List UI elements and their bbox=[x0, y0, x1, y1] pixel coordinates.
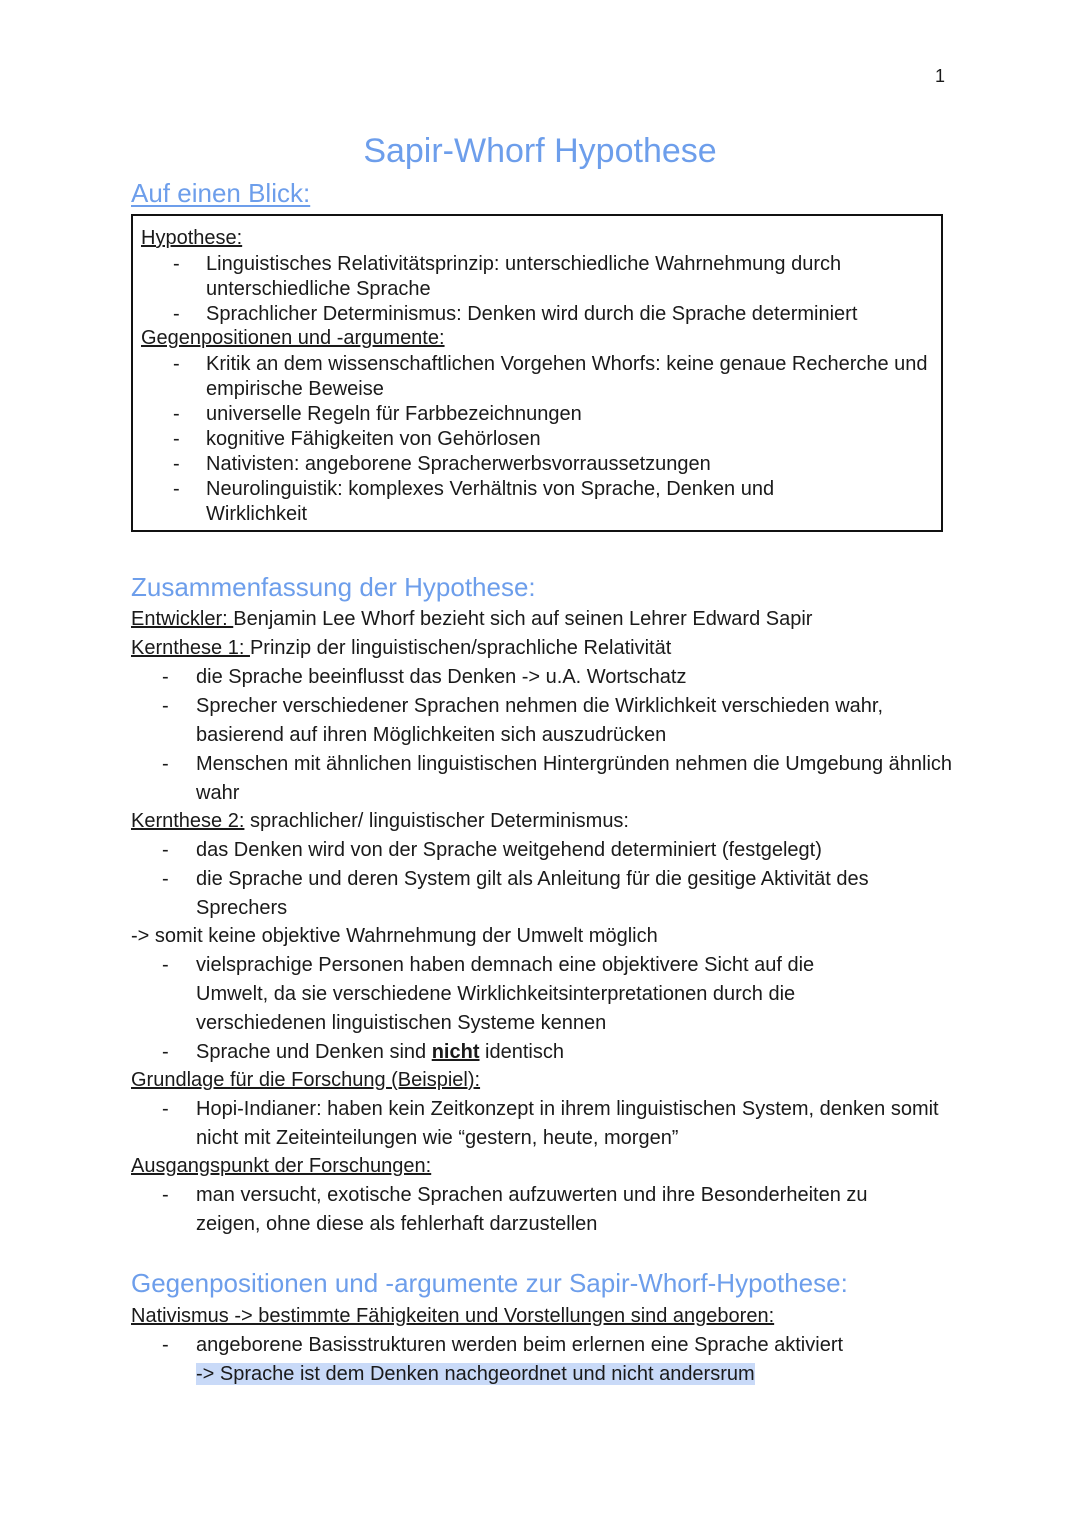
bullet-dash: - bbox=[162, 868, 169, 890]
bullet-dash: - bbox=[173, 453, 180, 475]
identity-post: identisch bbox=[479, 1041, 564, 1063]
summary-heading: Zusammenfassung der Hypothese: bbox=[131, 572, 536, 602]
list-item bbox=[196, 1038, 956, 1067]
list-item: die Sprache beeinflusst das Denken -> u.A. Wortschatz bbox=[196, 666, 687, 688]
list-item: Nativisten: angeborene Spracherwerbsvorraussetzungen bbox=[206, 453, 711, 475]
hypothesis-label: Hypothese: bbox=[141, 227, 243, 249]
list-item: man versucht, exotische Sprachen aufzuwerten und ihre Besonderheiten zu zeigen, ohne diese als fehlerhaft darzustellen bbox=[196, 1184, 868, 1235]
identity-emphasis: nicht bbox=[431, 1041, 480, 1063]
list-item: universelle Regeln für Farbbezeichnungen bbox=[206, 403, 582, 425]
bullet-dash: - bbox=[162, 1098, 169, 1120]
thesis2-line bbox=[131, 810, 629, 833]
list-item: Kritik an dem wissenschaftlichen Vorgehen Whorfs: keine genaue Recherche und empirische Beweise bbox=[206, 353, 928, 400]
bullet-dash: - bbox=[173, 428, 180, 450]
bullet-dash: - bbox=[162, 666, 169, 688]
list-item: Linguistisches Relativitätsprinzip: unterschiedliche Wahrnehmung durch unterschiedliche Sprache bbox=[206, 253, 842, 300]
bullet-dash: - bbox=[162, 695, 169, 717]
bullet-dash: - bbox=[162, 1041, 169, 1063]
conclusion-line: -> somit keine objektive Wahrnehmung der Umwelt möglich bbox=[131, 925, 658, 947]
list-item: Menschen mit ähnlichen linguistischen Hintergründen nehmen die Umgebung ähnlich wahr bbox=[196, 753, 953, 804]
list-item: Neurolinguistik: komplexes Verhältnis von Sprache, Denken und Wirklichkeit bbox=[206, 478, 775, 525]
list-item: angeborene Basisstrukturen werden beim erlernen eine Sprache aktiviert bbox=[196, 1334, 844, 1356]
list-item: vielsprachige Personen haben demnach eine objektivere Sicht auf die Umwelt, da sie verschiedene Wirklichkeitsinterpretationen durch die verschiedenen linguistischen Systeme kennen bbox=[196, 954, 815, 1034]
origin-label: Ausgangspunkt der Forschungen: bbox=[131, 1155, 432, 1177]
developer-label: Entwickler: bbox=[131, 608, 234, 630]
bullet-dash: - bbox=[162, 1184, 169, 1206]
thesis2-label: Kernthese 2: bbox=[131, 810, 245, 832]
counter-heading: Gegenpositionen und -argumente zur Sapir-Whorf-Hypothese: bbox=[131, 1268, 848, 1298]
bullet-dash: - bbox=[173, 303, 180, 325]
nativism-conclusion bbox=[196, 1360, 956, 1389]
basis-label: Grundlage für die Forschung (Beispiel): bbox=[131, 1069, 481, 1091]
page-number: 1 bbox=[935, 66, 946, 86]
list-item: Sprecher verschiedener Sprachen nehmen die Wirklichkeit verschieden wahr, basierend auf ihren Möglichkeiten sich auszudrücken bbox=[196, 695, 884, 746]
bullet-dash: - bbox=[173, 478, 180, 500]
bullet-dash: - bbox=[173, 353, 180, 375]
bullet-dash: - bbox=[173, 403, 180, 425]
counter-label: Gegenpositionen und -argumente: bbox=[141, 327, 445, 349]
developer-line bbox=[131, 608, 812, 631]
bullet-dash: - bbox=[162, 1334, 169, 1356]
nativism-label: Nativismus -> bestimmte Fähigkeiten und Vorstellungen sind angeboren: bbox=[131, 1305, 775, 1327]
identity-pre: Sprache und Denken sind bbox=[196, 1041, 432, 1063]
list-item: das Denken wird von der Sprache weitgehend determiniert (festgelegt) bbox=[196, 839, 822, 861]
overview-box bbox=[131, 214, 943, 532]
bullet-dash: - bbox=[162, 954, 169, 976]
overview-heading: Auf einen Blick: bbox=[131, 178, 311, 208]
list-item: Hopi-Indianer: haben kein Zeitkonzept in ihrem linguistischen System, denken somit nicht mit Zeiteinteilungen wie “gestern, heute, morgen” bbox=[196, 1098, 939, 1149]
list-item: kognitive Fähigkeiten von Gehörlosen bbox=[206, 428, 541, 450]
thesis2-text: sprachlicher/ linguistischer Determinismus: bbox=[244, 810, 629, 832]
list-item: die Sprache und deren System gilt als Anleitung für die gesitige Aktivität des Sprechers bbox=[196, 868, 869, 919]
highlighted-text: -> Sprache ist dem Denken nachgeordnet und nicht andersrum bbox=[196, 1363, 755, 1385]
developer-text: Benjamin Lee Whorf bezieht sich auf seinen Lehrer Edward Sapir bbox=[233, 608, 813, 630]
thesis1-line bbox=[131, 637, 671, 660]
list-item: Sprachlicher Determinismus: Denken wird durch die Sprache determiniert bbox=[206, 303, 858, 325]
bullet-dash: - bbox=[162, 753, 169, 775]
thesis1-text: Prinzip der linguistischen/sprachliche Relativität bbox=[249, 637, 672, 659]
bullet-dash: - bbox=[162, 839, 169, 861]
thesis1-label: Kernthese 1: bbox=[131, 637, 250, 659]
bullet-dash: - bbox=[173, 253, 180, 275]
page-title: Sapir-Whorf Hypothese bbox=[363, 132, 717, 170]
